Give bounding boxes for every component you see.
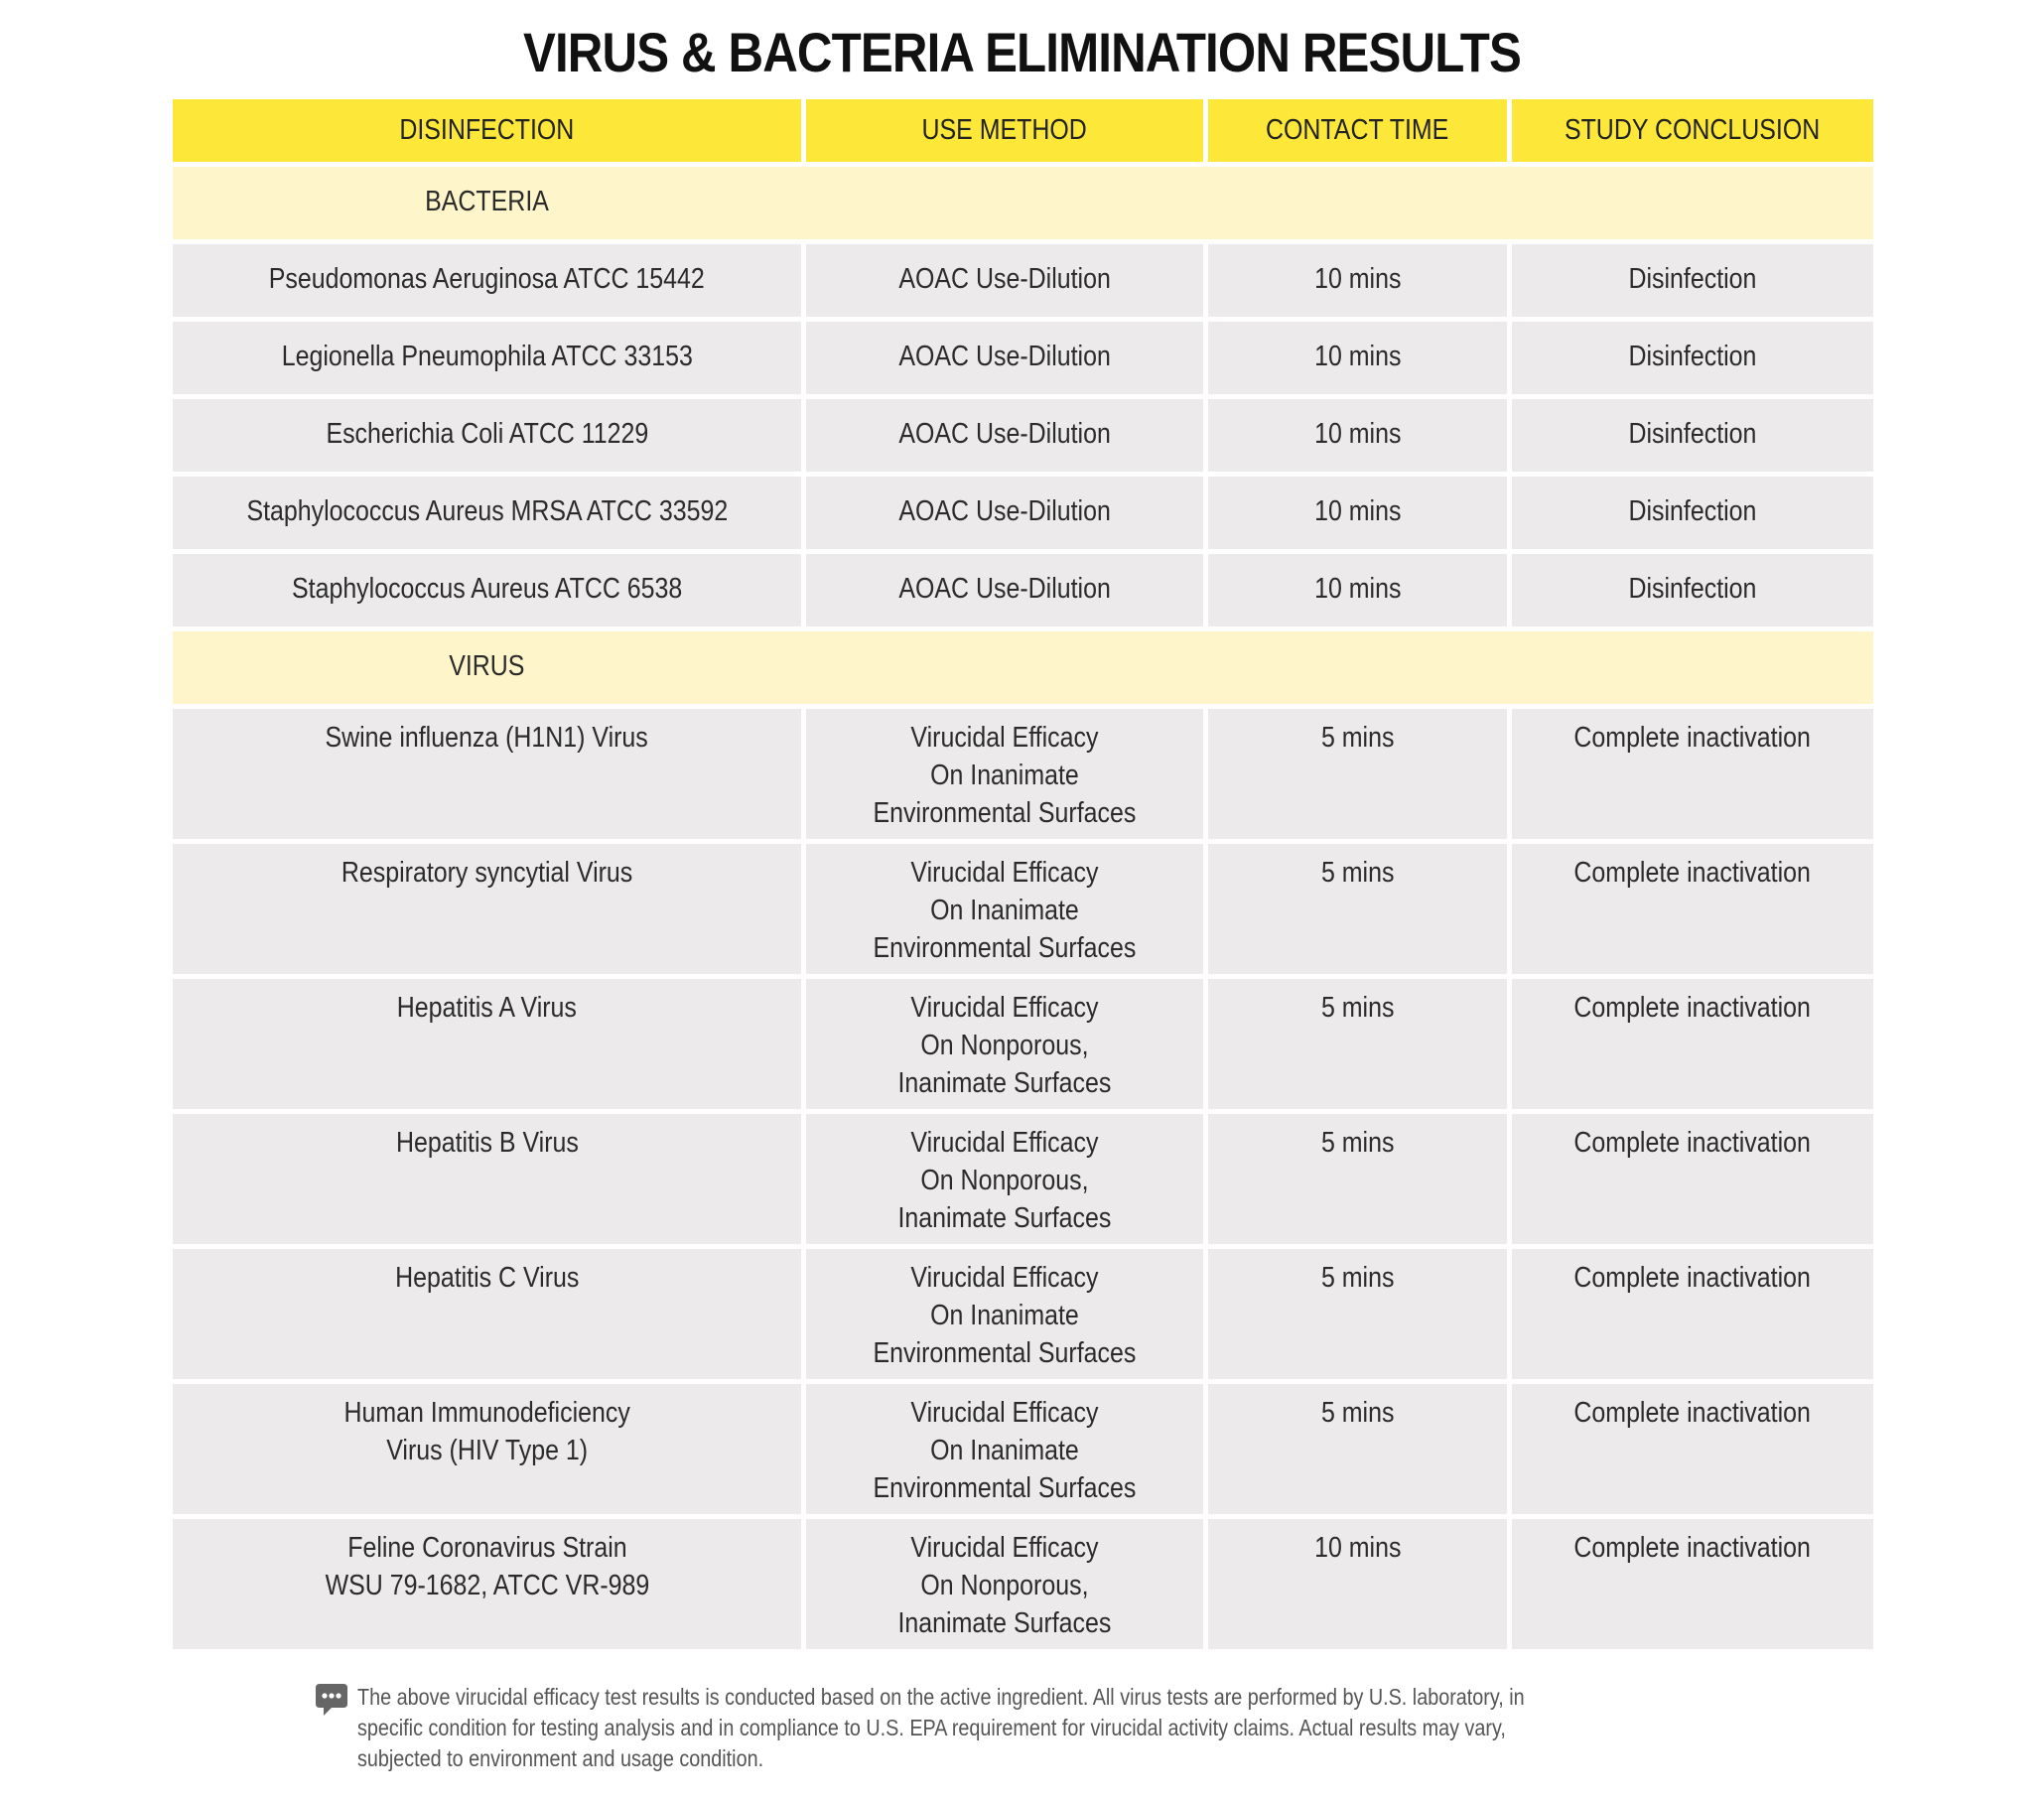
contact-time-cell: 10 mins	[1208, 322, 1507, 394]
use-method-cell: AOAC Use-Dilution	[806, 244, 1203, 317]
use-method-cell: Virucidal Efficacy On Nonporous, Inanimate Surfaces	[806, 979, 1203, 1109]
table-row	[173, 244, 1873, 317]
contact-time-cell: 5 mins	[1208, 844, 1507, 974]
table-row	[173, 1384, 1873, 1514]
conclusion-cell: Complete inactivation	[1512, 1114, 1873, 1244]
contact-time-cell: 5 mins	[1208, 1249, 1507, 1379]
organism-cell: Staphylococcus Aureus MRSA ATCC 33592	[173, 477, 801, 549]
group-row-bacteria	[173, 167, 1873, 239]
column-header-disinfection: DISINFECTION	[173, 99, 801, 162]
use-method-cell: Virucidal Efficacy On Inanimate Environmental Surfaces	[806, 1384, 1203, 1514]
table-row	[173, 1249, 1873, 1379]
column-header-contact-time: CONTACT TIME	[1208, 99, 1507, 162]
contact-time-cell: 5 mins	[1208, 1384, 1507, 1514]
conclusion-cell: Disinfection	[1512, 322, 1873, 394]
conclusion-cell: Disinfection	[1512, 244, 1873, 317]
speech-bubble-icon	[314, 1682, 349, 1722]
contact-time-cell: 5 mins	[1208, 979, 1507, 1109]
use-method-cell: Virucidal Efficacy On Inanimate Environmental Surfaces	[806, 709, 1203, 839]
use-method-cell: AOAC Use-Dilution	[806, 399, 1203, 472]
footnote	[314, 1682, 1753, 1774]
group-label: BACTERIA	[425, 186, 549, 217]
table-row	[173, 1114, 1873, 1244]
use-method-cell: Virucidal Efficacy On Nonporous, Inanimate Surfaces	[806, 1519, 1203, 1649]
footnote-text: The above virucidal efficacy test results is conducted based on the active ingredient. All virus tests are performed by U.S. laboratory, in specific condition for testing analysis and in compliance to U.S. EPA requirement for virucidal activity claims. Actual results may vary, subjected to environment and usage condition.	[357, 1684, 1525, 1771]
contact-time-cell: 10 mins	[1208, 399, 1507, 472]
contact-time-cell: 5 mins	[1208, 1114, 1507, 1244]
table-row	[173, 709, 1873, 839]
table-row	[173, 1519, 1873, 1649]
organism-cell: Staphylococcus Aureus ATCC 6538	[173, 554, 801, 626]
table-row	[173, 844, 1873, 974]
table-row	[173, 979, 1873, 1109]
results-table	[173, 99, 1873, 1654]
organism-cell: Feline Coronavirus Strain WSU 79-1682, ATCC VR-989	[173, 1519, 801, 1649]
column-header-use-method: USE METHOD	[806, 99, 1203, 162]
organism-cell: Respiratory syncytial Virus	[173, 844, 801, 974]
organism-cell: Legionella Pneumophila ATCC 33153	[173, 322, 801, 394]
use-method-cell: AOAC Use-Dilution	[806, 554, 1203, 626]
organism-cell: Human Immunodeficiency Virus (HIV Type 1)	[173, 1384, 801, 1514]
use-method-cell: Virucidal Efficacy On Inanimate Environmental Surfaces	[806, 844, 1203, 974]
table-header-row	[173, 99, 1873, 162]
contact-time-cell: 10 mins	[1208, 477, 1507, 549]
conclusion-cell: Complete inactivation	[1512, 709, 1873, 839]
organism-cell: Hepatitis A Virus	[173, 979, 801, 1109]
organism-cell: Hepatitis C Virus	[173, 1249, 801, 1379]
conclusion-cell: Complete inactivation	[1512, 979, 1873, 1109]
organism-cell: Escherichia Coli ATCC 11229	[173, 399, 801, 472]
column-header-study-conclusion: STUDY CONCLUSION	[1512, 99, 1873, 162]
group-row-virus	[173, 631, 1873, 704]
contact-time-cell: 10 mins	[1208, 1519, 1507, 1649]
table-row	[173, 399, 1873, 472]
use-method-cell: Virucidal Efficacy On Nonporous, Inanimate Surfaces	[806, 1114, 1203, 1244]
organism-cell: Pseudomonas Aeruginosa ATCC 15442	[173, 244, 801, 317]
conclusion-cell: Complete inactivation	[1512, 1249, 1873, 1379]
conclusion-cell: Disinfection	[1512, 554, 1873, 626]
table-row	[173, 554, 1873, 626]
conclusion-cell: Complete inactivation	[1512, 1384, 1873, 1514]
organism-cell: Hepatitis B Virus	[173, 1114, 801, 1244]
organism-cell: Swine influenza (H1N1) Virus	[173, 709, 801, 839]
use-method-cell: AOAC Use-Dilution	[806, 477, 1203, 549]
use-method-cell: AOAC Use-Dilution	[806, 322, 1203, 394]
conclusion-cell: Disinfection	[1512, 477, 1873, 549]
table-row	[173, 477, 1873, 549]
contact-time-cell: 10 mins	[1208, 244, 1507, 317]
contact-time-cell: 10 mins	[1208, 554, 1507, 626]
conclusion-cell: Disinfection	[1512, 399, 1873, 472]
page-title: VIRUS & BACTERIA ELIMINATION RESULTS	[522, 21, 1522, 83]
use-method-cell: Virucidal Efficacy On Inanimate Environmental Surfaces	[806, 1249, 1203, 1379]
group-label: VIRUS	[449, 650, 525, 682]
table-row	[173, 322, 1873, 394]
conclusion-cell: Complete inactivation	[1512, 844, 1873, 974]
contact-time-cell: 5 mins	[1208, 709, 1507, 839]
conclusion-cell: Complete inactivation	[1512, 1519, 1873, 1649]
